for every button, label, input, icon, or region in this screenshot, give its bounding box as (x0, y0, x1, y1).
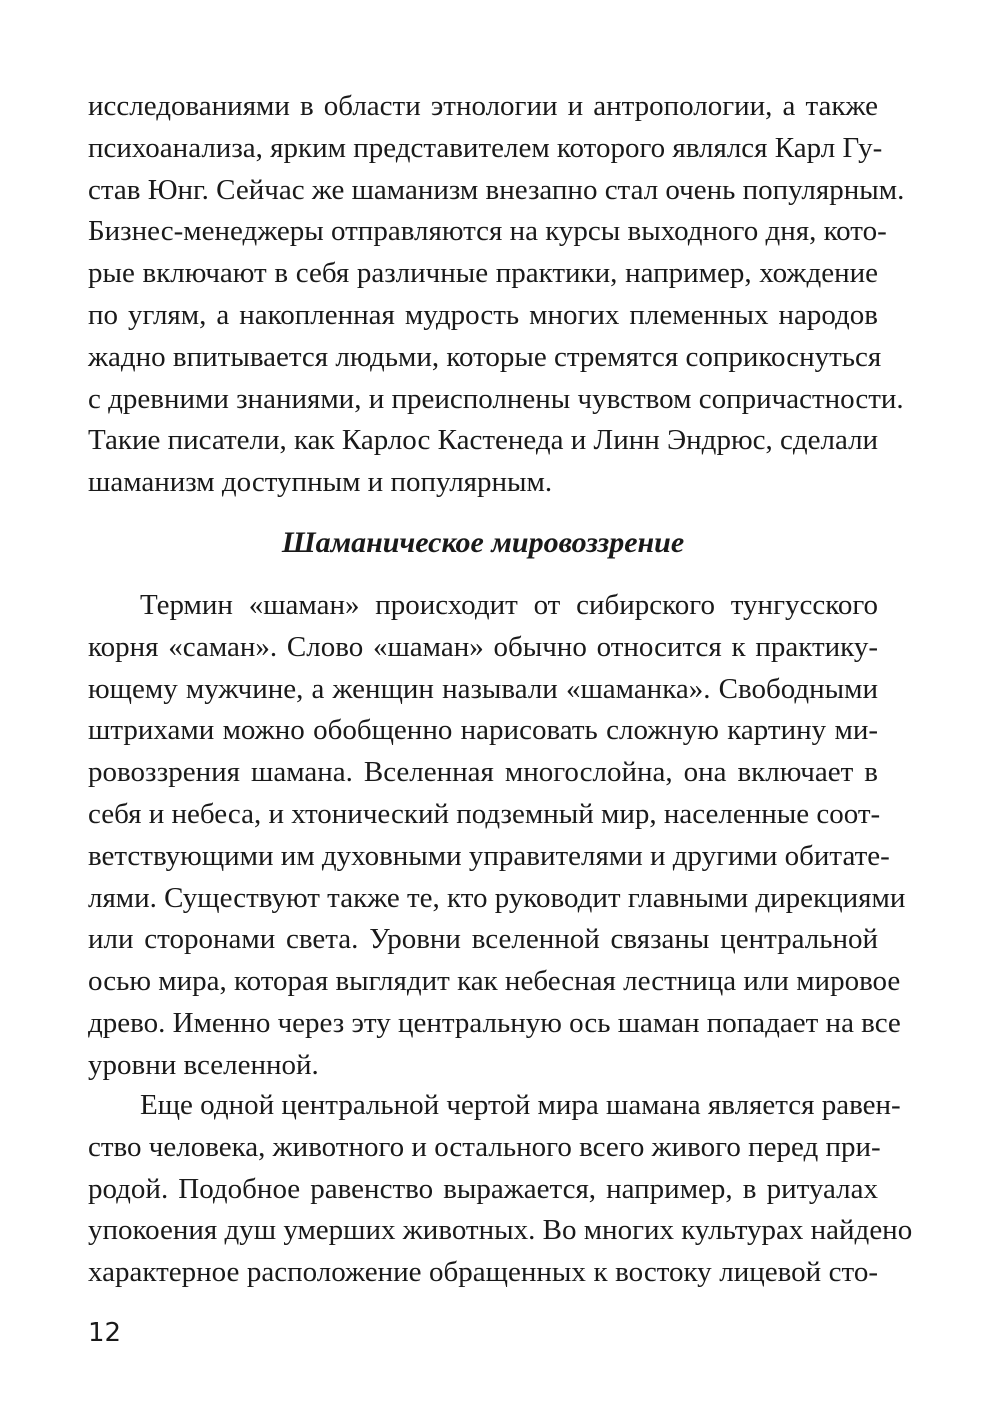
text-line: древо. Именно через эту центральную ось шаман попадает на все (88, 1006, 901, 1039)
text-line: лями. Существуют также те, кто руководит главными дирекциями (88, 881, 906, 914)
text-line: Термин «шаман» происходит от сибирского тунгусского (140, 589, 878, 621)
paragraph-equality (88, 1085, 913, 1294)
text-line: ство человека, животного и остального всего живого перед при- (88, 1130, 881, 1163)
text-line: себя и небеса, и хтонический подземный мир, населенные соот- (88, 797, 881, 830)
text-line: или сторонами света. Уровни вселенной связаны центральной (88, 923, 878, 956)
text-line: рые включают в себя различные практики, например, хождение (88, 257, 878, 290)
text-line: Такие писатели, как Карлос Кастенеда и Линн Эндрюс, сделали (88, 424, 879, 457)
section-heading: Шаманическое мировоззрение (281, 526, 685, 559)
text-line: уровни вселенной. (88, 1048, 319, 1081)
text-line: ветствующими им духовными управителями и другими обитате- (88, 839, 890, 872)
text-line: Бизнес-менеджеры отправляются на курсы выходного дня, кото- (88, 215, 887, 248)
text-line: осью мира, которая выглядит как небесная лестница или мировое (88, 965, 901, 998)
text-line: родой. Подобное равенство выражается, например, в ритуалах (88, 1172, 878, 1205)
text-line: корня «саман». Слово «шаман» обычно относится к практику- (88, 630, 878, 663)
text-line: упокоения душ умерших животных. Во многих культурах найдено (88, 1214, 913, 1247)
text-line: психоанализа, ярким представителем которого являлся Карл Гу- (88, 131, 883, 164)
text-line: штрихами можно обобщенно нарисовать сложную картину ми- (88, 714, 878, 747)
text-line: став Юнг. Сейчас же шаманизм внезапно стал очень популярным. (88, 173, 905, 206)
text-line: исследованиями в области этнологии и антропологии, а также (88, 90, 878, 122)
paragraph-continued (88, 86, 905, 504)
paragraph-worldview (88, 585, 906, 1087)
text-line: ющему мужчине, а женщин называли «шаманка». Свободными (88, 672, 878, 705)
text-line: шаманизм доступным и популярным. (88, 466, 553, 499)
text-line: характерное расположение обращенных к востоку лицевой сто- (88, 1256, 878, 1289)
text-line: Еще одной центральной чертой мира шамана является равен- (140, 1089, 901, 1121)
text-line: ровоззрения шамана. Вселенная многослойна, она включает в (88, 756, 878, 789)
text-line: жадно впитывается людьми, которые стремятся соприкоснуться (88, 340, 882, 373)
text-line: по углям, а накопленная мудрость многих племенных народов (88, 298, 878, 331)
text-line: с древними знаниями, и преисполнены чувством сопричастности. (88, 382, 904, 415)
page-number: 12 (88, 1318, 122, 1348)
